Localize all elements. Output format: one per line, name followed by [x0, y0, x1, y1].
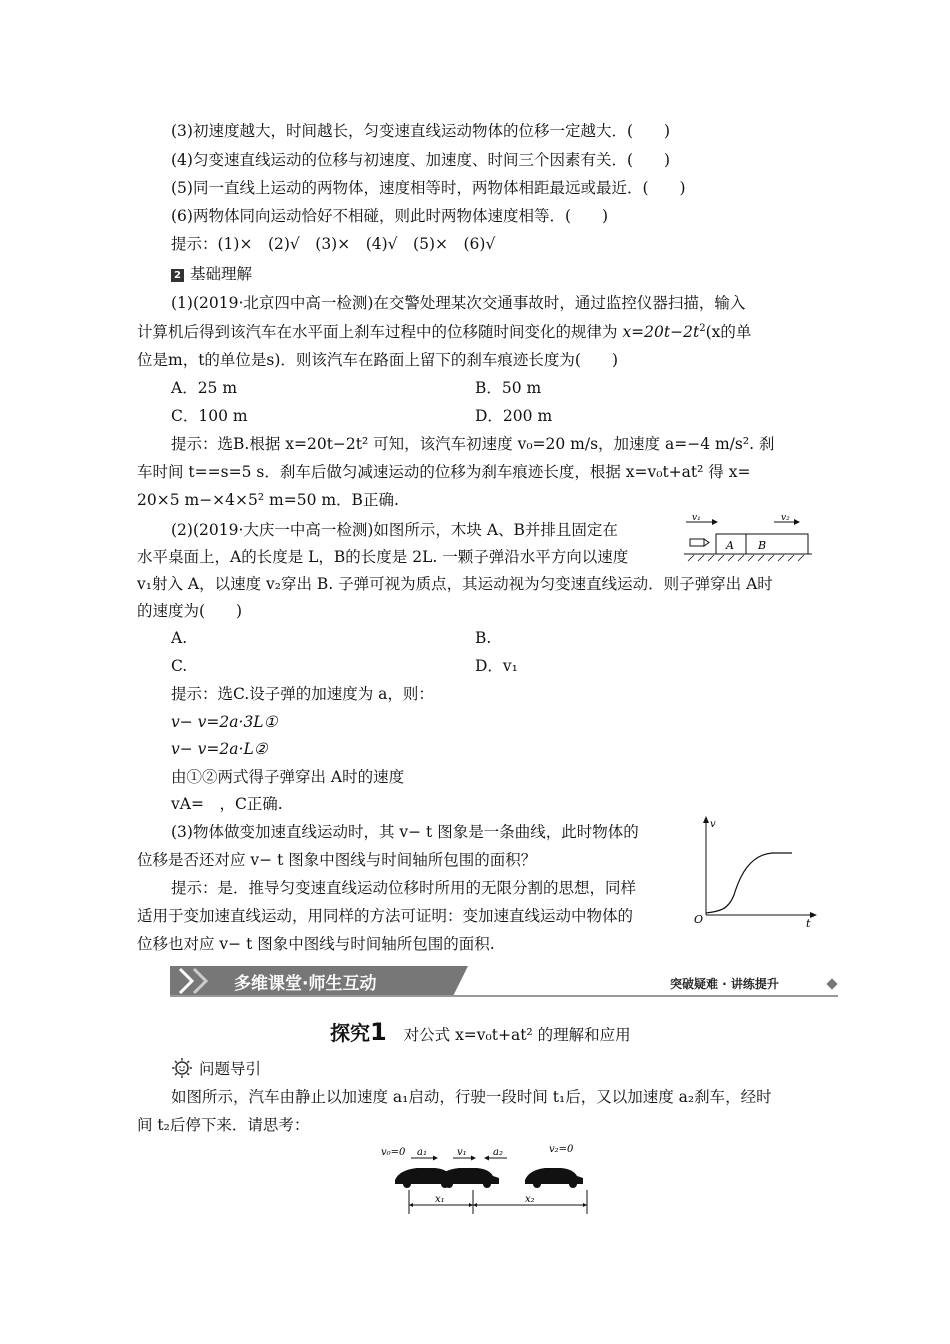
- x2-label: x₂: [525, 1194, 535, 1205]
- q1-option-c: C．100 m: [171, 407, 248, 425]
- section-banner: [170, 966, 840, 998]
- q1-line2: [137, 322, 751, 342]
- q1-formula-exp: 2: [699, 322, 706, 334]
- tanjiu-title: 对公式 x=v₀t+at² 的理解和应用: [403, 1026, 631, 1044]
- q2-line3: v₁射入 A，以速度 v₂穿出 B. 子弹可视为质点，其运动视为匀变速直线运动．则子弹穿出 A时: [137, 575, 773, 593]
- a1-label: a₁: [417, 1147, 427, 1158]
- v-axis-label: v: [710, 819, 716, 830]
- section-number-badge: 2: [171, 269, 184, 282]
- block-a-label: A: [726, 539, 734, 552]
- q1-formula: x=20t−2t: [622, 323, 700, 341]
- car-icon: [437, 1168, 499, 1188]
- q1-line1: (1)(2019·北京四中高一检测)在交警处理某次交通事故时，通过监控仪器扫描，输入: [171, 294, 746, 312]
- banner-tag: 突破疑难 · 讲练提升: [670, 977, 779, 991]
- banner-dot: ·: [302, 974, 309, 994]
- q2-hint-line3: vA= ，C正确.: [171, 795, 283, 813]
- guide-line1: 如图所示，汽车由静止以加速度 a₁启动，行驶一段时间 t₁后，又以加速度 a₂刹车，经时: [171, 1088, 772, 1106]
- q2-option-b: B.: [475, 629, 492, 647]
- vt-curve: [706, 853, 792, 913]
- q2-equation-2: v− v=2a·L②: [171, 740, 268, 758]
- v2-label: v₂=0: [549, 1144, 574, 1155]
- q2-line4: 的速度为( ): [137, 602, 243, 620]
- x1-label: x₁: [435, 1194, 445, 1205]
- judgment-hint: 提示：(1)× (2)√ (3)× (4)√ (5)× (6)√: [171, 235, 496, 253]
- sun-icon: [171, 1057, 193, 1079]
- q2-hint-line2: 由①②两式得子弹穿出 A时的速度: [171, 768, 405, 786]
- judgment-4: (4)匀变速直线运动的位移与初速度、加速度、时间三个因素有关．( ): [171, 151, 671, 169]
- a2-label: a₂: [493, 1147, 503, 1158]
- car-icon: [525, 1168, 583, 1188]
- q2-option-c: C.: [171, 657, 188, 675]
- v1-label: v₁: [692, 513, 701, 523]
- q2-line2: 水平桌面上，A的长度是 L，B的长度是 2L. 一颗子弹沿水平方向以速度: [137, 548, 629, 566]
- q1-hint-line2: 车时间 t==s=5 s．刹车后做匀减速运动的位移为刹车痕迹长度，根据 x=v₀t+at² 得 x=: [137, 463, 751, 481]
- q2-option-d: D．v₁: [475, 657, 518, 675]
- q2-equation-1: v− v=2a·3L①: [171, 713, 278, 731]
- bullet: [690, 539, 704, 546]
- q1-hint-line1: 提示：选B.根据 x=20t−2t² 可知，该汽车初速度 v₀=20 m/s，加速度 a=−4 m/s². 刹: [171, 435, 775, 453]
- q3-hint-line1: 提示：是．推导匀变速直线运动位移时所用的无限分割的思想，同样: [171, 879, 637, 897]
- q1-option-a: A．25 m: [171, 379, 238, 397]
- banner-right: 师生互动: [308, 974, 377, 994]
- judgment-3: (3)初速度越大，时间越长，匀变速直线运动物体的位移一定越大．( ): [171, 122, 671, 140]
- block-b-label: B: [758, 539, 767, 552]
- vt-graph: [690, 815, 820, 930]
- q2-line1: (2)(2019·大庆一中高一检测)如图所示，木块 A、B并排且固定在: [171, 521, 618, 539]
- cars-diagram: [375, 1138, 605, 1218]
- tanjiu-number: 1: [370, 1018, 387, 1046]
- q3-line1: (3)物体做变加速直线运动时，其 v− t 图象是一条曲线，此时物体的: [171, 823, 639, 841]
- q1-option-b: B．50 m: [475, 379, 542, 397]
- q3-hint-line2: 适用于变加速直线运动，用同样的方法可证明：变加速直线运动中物体的: [137, 907, 634, 925]
- guide-title: 问题导引: [199, 1060, 262, 1078]
- v0-label: v₀=0: [381, 1147, 406, 1158]
- q2-option-a: A.: [171, 629, 188, 647]
- q1-option-d: D．200 m: [475, 407, 553, 425]
- section-title: 基础理解: [190, 265, 253, 283]
- section-heading: [171, 264, 252, 284]
- diamond-icon: [826, 978, 837, 989]
- block-b: [746, 534, 808, 554]
- q1-hint-line3: 20×5 m−×4×5² m=50 m．B正确.: [137, 491, 399, 509]
- v2-label: v₂: [781, 513, 790, 523]
- banner-left: 多维课堂: [234, 974, 302, 994]
- t-axis-label: t: [806, 917, 811, 930]
- judgment-6: (6)两物体同向运动恰好不相碰，则此时两物体速度相等．( ): [171, 207, 609, 225]
- guide-line2: 间 t₂后停下来．请思考：: [137, 1116, 310, 1134]
- guide-heading: [171, 1057, 261, 1079]
- chevron-icon: [174, 966, 224, 996]
- q2-hint-line1: 提示：选C.设子弹的加速度为 a，则：: [171, 685, 434, 703]
- tanjiu-heading: [330, 1018, 631, 1049]
- q1-text-tail: (x的单: [705, 323, 752, 341]
- banner-title: [234, 969, 376, 994]
- v1-label: v₁: [457, 1147, 467, 1158]
- judgment-5: (5)同一直线上运动的两物体，速度相等时，两物体相距最远或最近．( ): [171, 179, 686, 197]
- q1-text: 计算机后得到该汽车在水平面上刹车过程中的位移随时间变化的规律为: [137, 323, 623, 341]
- block-diagram: [684, 512, 814, 564]
- origin-label: O: [694, 913, 704, 926]
- tanjiu-label: 探究: [330, 1021, 370, 1045]
- q1-line3: 位是m，t的单位是s)．则该汽车在路面上留下的刹车痕迹长度为( ): [137, 351, 619, 369]
- q3-line2: 位移是否还对应 v− t 图象中图线与时间轴所包围的面积？: [137, 851, 537, 869]
- q3-hint-line3: 位移也对应 v− t 图象中图线与时间轴所包围的面积.: [137, 935, 495, 953]
